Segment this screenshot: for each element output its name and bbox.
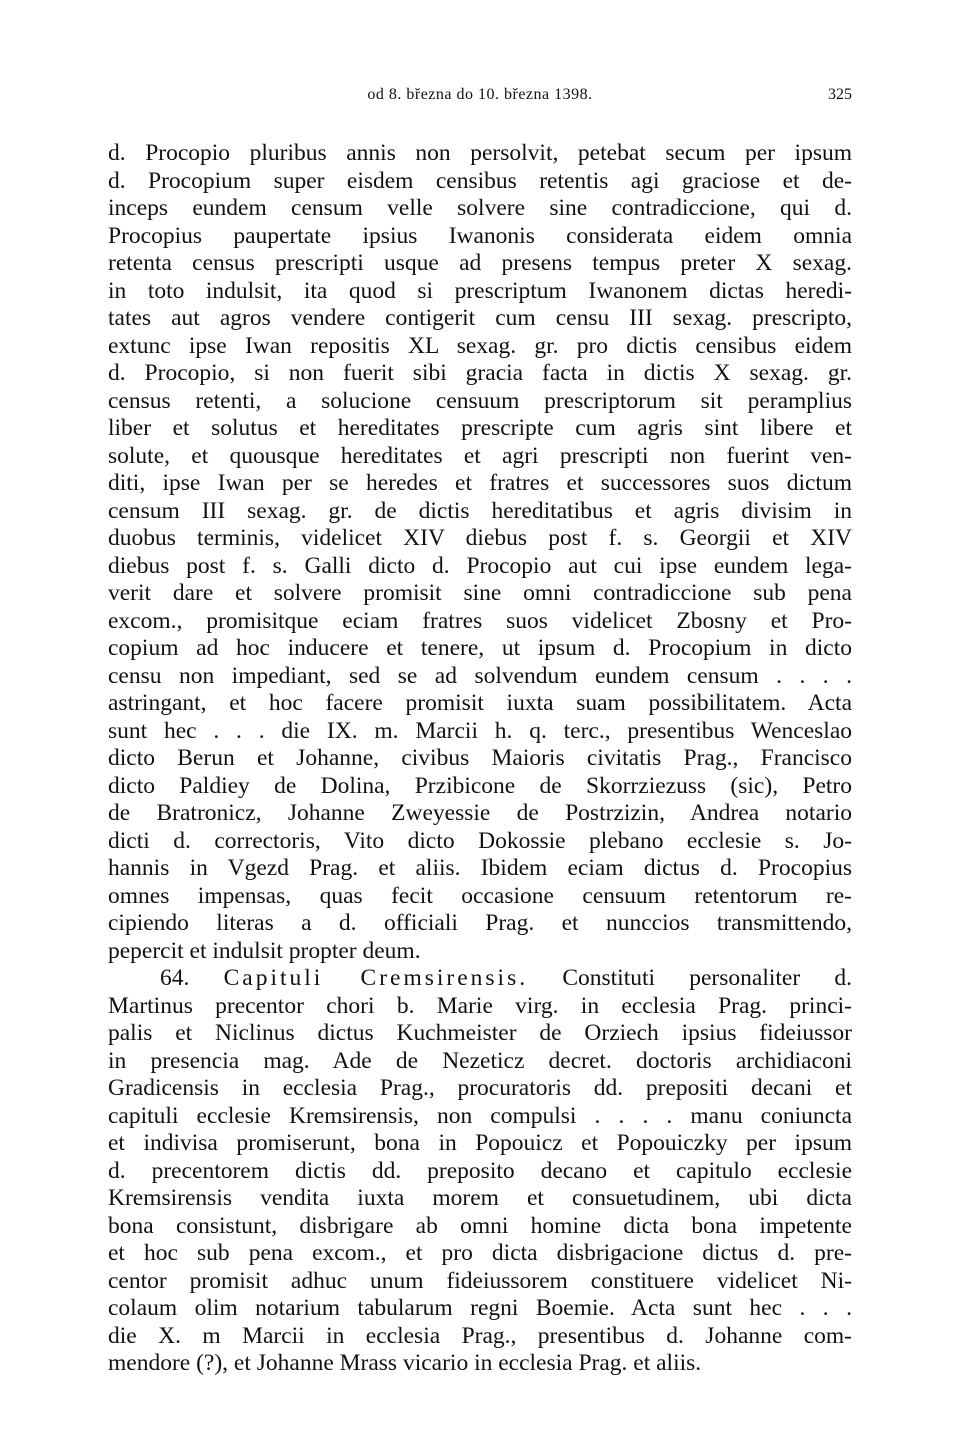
- text-line: dicto Paldiey de Dolina, Przibicone de Skorrziezuss (sic), Petro: [108, 772, 852, 799]
- text-line: Kremsirensis vendita iuxta morem et consuetudinem, ubi dicta: [108, 1185, 852, 1211]
- entry-heading: Capituli Cremsirensis.: [223, 965, 529, 991]
- text-line: in presencia mag. Ade de Nezeticz decret. doctoris archidiaconi: [108, 1047, 852, 1074]
- text-line: bona consistunt, disbrigare ab omni homine dicta bona impetente: [108, 1212, 852, 1239]
- text-line: astringant, et hoc facere promisit iuxta suam possibilitatem. Acta: [108, 690, 852, 716]
- text-line: die X. m Marcii in ecclesia Prag., presentibus d. Johanne com-: [108, 1322, 852, 1349]
- text-line: Procopius paupertate ipsius Iwanonis considerata eidem omnia: [108, 222, 852, 249]
- entry-number: 64.: [160, 965, 190, 991]
- text-line: diebus post f. s. Galli dicto d. Procopio aut cui ipse eundem lega-: [108, 552, 852, 579]
- text-line: excom., promisitque eciam fratres suos videlicet Zbosny et Pro-: [108, 607, 852, 634]
- text-line: diti, ipse Iwan per se heredes et fratres et successores suos dictum: [108, 470, 852, 496]
- text-line: de Bratronicz, Johanne Zweyessie de Postrzizin, Andrea notario: [108, 800, 852, 826]
- text-line: censum III sexag. gr. de dictis hereditatibus et agris divisim in: [108, 497, 852, 524]
- text-line: dicto Berun et Johanne, civibus Maioris civitatis Prag., Francisco: [108, 745, 852, 771]
- text-line: capituli ecclesie Kremsirensis, non compulsi . . . . manu coniuncta: [108, 1102, 852, 1129]
- text-line: liber et solutus et hereditates prescripte cum agris sint libere et: [108, 415, 852, 441]
- text-line: omnes impensas, quas fecit occasione censuum retentorum re-: [108, 882, 852, 909]
- text-line: duobus terminis, videlicet XIV diebus post f. s. Georgii et XIV: [108, 525, 852, 551]
- text-line: mendore (?), et Johanne Mrass vicario in ecclesia Prag. et aliis.: [108, 1350, 702, 1376]
- text-line: verit dare et solvere promisit sine omni contradiccione sub pena: [108, 580, 852, 606]
- text-line: palis et Niclinus dictus Kuchmeister de Orziech ipsius fideiussor: [108, 1020, 852, 1046]
- text-line: d. precentorem dictis dd. preposito decano et capitulo ecclesie: [108, 1157, 852, 1184]
- text-line: copium ad hoc inducere et tenere, ut ipsum d. Procopium in dicto: [108, 635, 852, 661]
- entry-heading-line: [108, 965, 852, 993]
- text-line: Martinus precentor chori b. Marie virg. in ecclesia Prag. princi-: [108, 992, 852, 1019]
- text-line: Gradicensis in ecclesia Prag., procuratoris dd. prepositi decani et: [108, 1075, 852, 1101]
- text-line: d. Procopio pluribus annis non persolvit, petebat secum per ipsum: [108, 140, 852, 166]
- text-line: inceps eundem censum velle solvere sine contradiccione, qui d.: [108, 195, 852, 221]
- text-line: colaum olim notarium tabularum regni Boemie. Acta sunt hec . . .: [108, 1295, 852, 1321]
- text-line: d. Procopio, si non fuerit sibi gracia facta in dictis X sexag. gr.: [108, 360, 852, 386]
- running-title: od 8. března do 10. března 1398.: [367, 86, 593, 103]
- text-line: censu non impediant, sed se ad solvendum eundem censum . . . .: [108, 662, 852, 689]
- page-number: 325: [828, 86, 852, 103]
- text-line: census retenti, a solucione censuum prescriptorum sit peramplius: [108, 387, 852, 414]
- text-line: et hoc sub pena excom., et pro dicta disbrigacione dictus d. pre-: [108, 1240, 852, 1266]
- text-line: solute, et quousque hereditates et agri prescripti non fuerint ven-: [108, 442, 852, 469]
- text-line: retenta census prescripti usque ad presens tempus preter X sexag.: [108, 250, 852, 276]
- text-line: dicti d. correctoris, Vito dicto Dokossie plebano ecclesie s. Jo-: [108, 827, 852, 854]
- text-line: et indivisa promiserunt, bona in Popouicz et Popouiczky per ipsum: [108, 1130, 852, 1156]
- text-line: hannis in Vgezd Prag. et aliis. Ibidem eciam dictus d. Procopius: [108, 855, 852, 881]
- entry-first-line-rest: Constituti personaliter d.: [562, 965, 853, 991]
- text-line: tates aut agros vendere contigerit cum censu III sexag. prescripto,: [108, 305, 852, 331]
- text-line: sunt hec . . . die IX. m. Marcii h. q. terc., presentibus Wenceslao: [108, 717, 852, 744]
- body-text: [108, 140, 852, 1378]
- text-line: cipiendo literas a d. officiali Prag. et nunccios transmittendo,: [108, 910, 852, 936]
- text-line: pepercit et indulsit propter deum.: [108, 937, 421, 964]
- text-line: in toto indulsit, ita quod si prescriptum Iwanonem dictas heredi-: [108, 277, 852, 304]
- running-header: [108, 86, 852, 112]
- text-line: d. Procopium super eisdem censibus retentis agi graciose et de-: [108, 167, 852, 194]
- text-line: extunc ipse Iwan repositis XL sexag. gr. pro dictis censibus eidem: [108, 332, 852, 359]
- text-line: centor promisit adhuc unum fideiussorem constituere videlicet Ni-: [108, 1267, 852, 1294]
